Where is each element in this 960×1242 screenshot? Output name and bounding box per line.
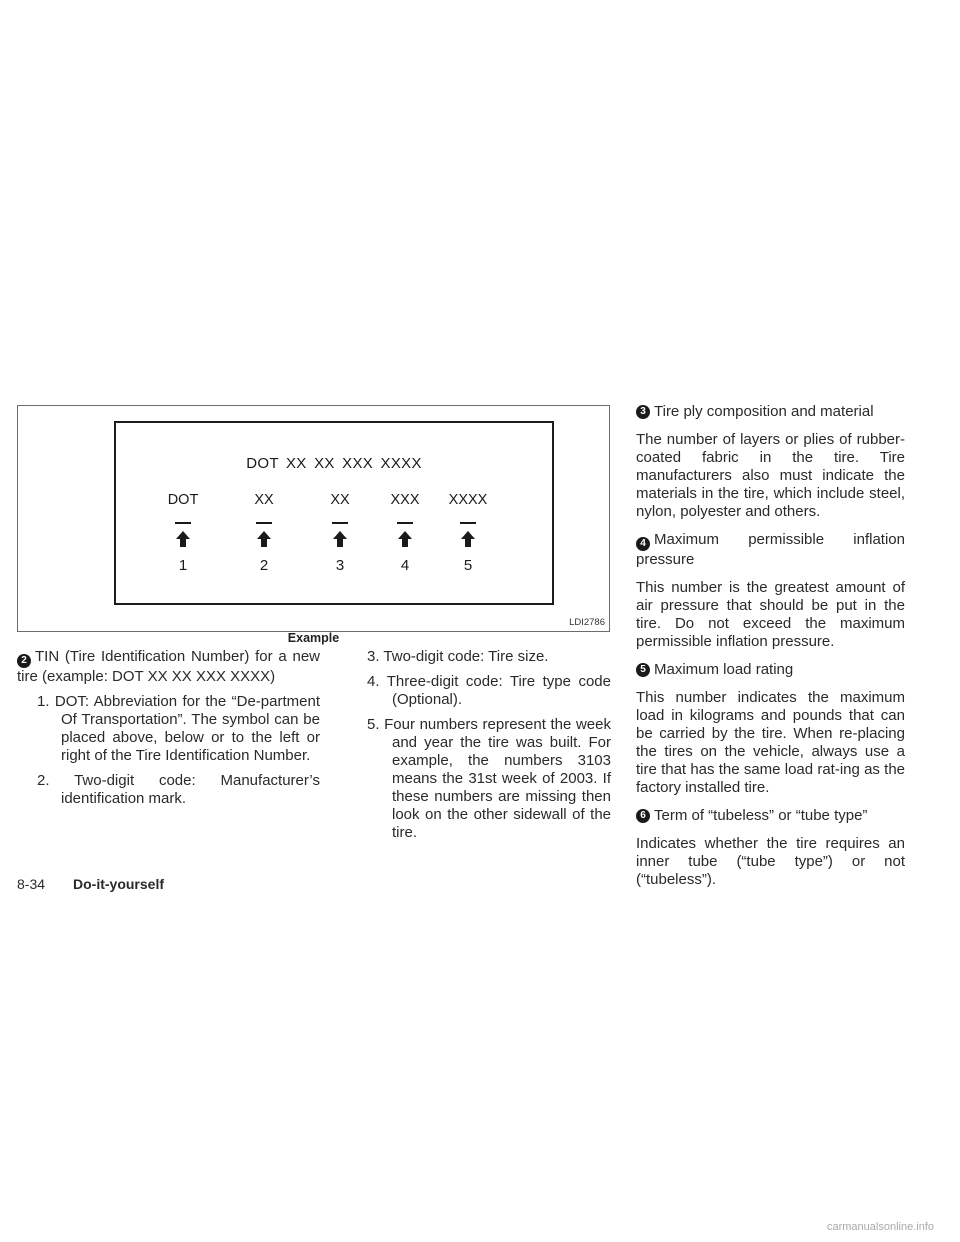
number-badge-2: 2: [17, 654, 31, 668]
underline-mark: [397, 522, 413, 524]
middle-column: [345, 648, 611, 842]
figure-caption: Example: [287, 631, 340, 645]
tin-segment-number: 4: [400, 557, 410, 574]
number-badge-4: 4: [636, 537, 650, 551]
underline-mark: [460, 522, 476, 524]
section-heading-4: [636, 531, 905, 569]
number-badge-3: 3: [636, 405, 650, 419]
arrow-up-icon: [398, 531, 412, 547]
list-item-4: 4. Three-digit code: Tire type code (Optional).: [367, 673, 611, 708]
tin-segment-number: 5: [463, 557, 473, 574]
tin-segment-label: XX: [254, 492, 274, 508]
tin-segment-label: XXXX: [448, 492, 488, 508]
section-body-6: Indicates whether the tire requires an inner tube (“tube type”) or not (“tubeless”).: [636, 835, 905, 888]
section-heading-3: [636, 403, 905, 421]
tin-segment-number: 2: [259, 557, 269, 574]
tin-heading-text: TIN (Tire Identification Number) for a new tire (example: DOT XX XX XXX XXXX): [17, 648, 320, 685]
section-name: Do-it-yourself: [73, 876, 164, 892]
tin-segment-number: 3: [335, 557, 345, 574]
list-item-3: 3. Two-digit code: Tire size.: [367, 648, 549, 665]
list-item-2: 2. Two-digit code: Manufacturer’s identification mark.: [37, 772, 320, 807]
left-column: [17, 648, 320, 808]
right-column: [636, 403, 905, 889]
underline-mark: [175, 522, 191, 524]
tin-segment-label: XXX: [390, 492, 420, 508]
arrow-up-icon: [461, 531, 475, 547]
page-number: 8-34: [17, 876, 46, 892]
tin-segment-number: 1: [178, 557, 188, 574]
tin-heading: [17, 648, 320, 686]
tin-diagram-box: [114, 421, 554, 605]
section-body-5: This number indicates the maximum load in kilograms and pounds that can be carried by the tire. When re-placing the tires on the vehicle, always use a tire that has the same load rat-ing as the factory installed tire.: [636, 689, 905, 796]
list-item-1: 1. DOT: Abbreviation for the “De-partment Of Transportation”. The symbol can be placed above, below or to the left or right of the Tire Identification Number.: [37, 693, 320, 764]
arrow-up-icon: [257, 531, 271, 547]
number-badge-6: 6: [636, 809, 650, 823]
underline-mark: [332, 522, 348, 524]
section-body-4: This number is the greatest amount of air pressure that should be put in the tire. Do not exceed the maximum permissible inflation pressure.: [636, 579, 905, 650]
figure-code: LDI2786: [569, 617, 605, 628]
watermark[interactable]: carmanualsonline.info: [826, 1221, 934, 1233]
section-body-3: The number of layers or plies of rubber-coated fabric in the tire. Tire manufacturers also must indicate the materials in the tire, which include steel, nylon, polyester and others.: [636, 431, 905, 520]
arrow-up-icon: [176, 531, 190, 547]
section-heading-text: Term of “tubeless” or “tube type”: [654, 807, 868, 824]
tin-example-figure: [17, 405, 610, 632]
number-badge-5: 5: [636, 663, 650, 677]
list-item-5: 5. Four numbers represent the week and year the tire was built. For example, the numbers 3103 means the 31st week of 2003. If these numbers are missing then look on the other sidewall of the tire.: [367, 716, 611, 841]
section-heading-6: [636, 807, 905, 825]
section-heading-text: Maximum load rating: [654, 661, 794, 678]
section-heading-5: [636, 661, 905, 679]
arrow-up-icon: [333, 531, 347, 547]
tin-segment-label: DOT: [167, 492, 199, 508]
tin-full-code: DOT XX XX XXX XXXX: [246, 455, 422, 472]
underline-mark: [256, 522, 272, 524]
section-heading-text: Maximum permissible inflation pressure: [636, 531, 905, 568]
tin-segment-label: XX: [330, 492, 350, 508]
section-heading-text: Tire ply composition and material: [654, 403, 874, 420]
